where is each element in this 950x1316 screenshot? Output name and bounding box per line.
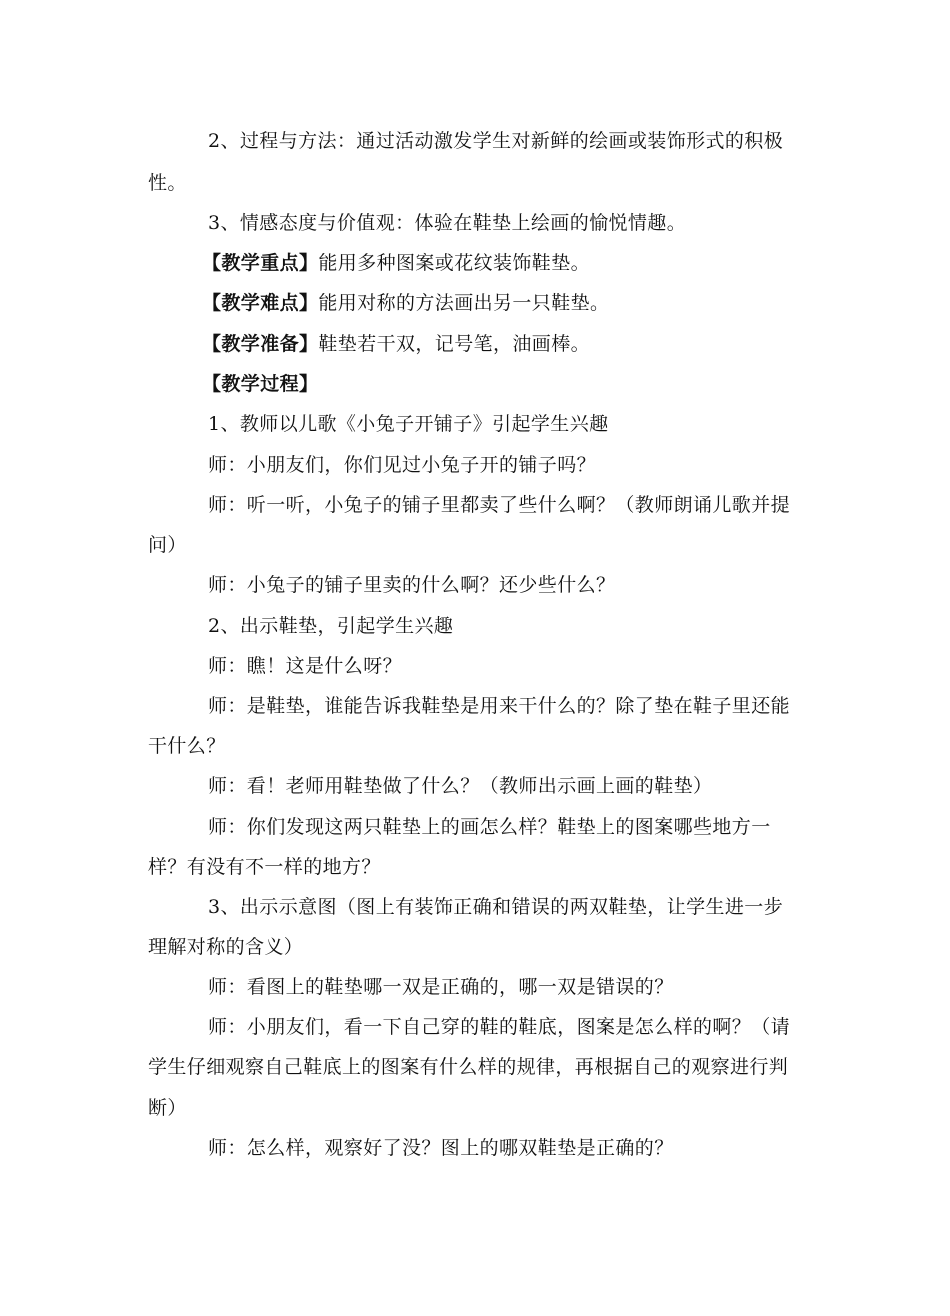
step-3-question-2: 师：小朋友们，看一下自己穿的鞋的鞋底，图案是怎么样的啊？（请: [208, 1016, 791, 1038]
paragraph-process-method: 2、过程与方法：通过活动激发学生对新鲜的绘画或装饰形式的积极: [208, 130, 784, 152]
step-1-question-3: 师：小兔子的铺子里卖的什么啊？还少些什么？: [208, 574, 616, 596]
step-3-question-1: 师：看图上的鞋垫哪一双是正确的，哪一双是错误的？: [208, 976, 674, 998]
step-2-question-4: 师：你们发现这两只鞋垫上的画怎么样？鞋垫上的图案哪些地方一: [208, 816, 771, 838]
teaching-focus: [202, 250, 590, 276]
step-2-question-1: 师：瞧！这是什么呀？: [208, 655, 403, 677]
teaching-preparation: [202, 331, 590, 357]
step-3-question-3: 师：怎么样，观察好了没？图上的哪双鞋垫是正确的？: [208, 1137, 674, 1159]
step-2-question-2: 师：是鞋垫，谁能告诉我鞋垫是用来干什么的？除了垫在鞋子里还能: [208, 695, 791, 717]
step-3-question-2-cont-2: 断）: [148, 1097, 187, 1119]
step-3-heading-cont: 理解对称的含义）: [148, 936, 304, 958]
step-1-question-1: 师：小朋友们，你们见过小兔子开的铺子吗？: [208, 454, 597, 476]
step-3-question-2-cont: 学生仔细观察自己鞋底上的图案有什么样的规律，再根据自己的观察进行判: [148, 1056, 789, 1078]
step-1-question-2: 师：听一听，小兔子的铺子里都卖了些什么啊？（教师朗诵儿歌并提: [208, 494, 791, 516]
step-3-heading: 3、出示示意图（图上有装饰正确和错误的两双鞋垫，让学生进一步: [208, 896, 784, 918]
teaching-preparation-label: 【教学准备】: [202, 333, 319, 355]
teaching-preparation-text: 鞋垫若干双，记号笔，油画棒。: [318, 333, 591, 355]
paragraph-emotion-values: 3、情感态度与价值观：体验在鞋垫上绘画的愉悦情趣。: [208, 212, 687, 234]
step-2-question-4-cont: 样？有没有不一样的地方？: [148, 856, 381, 878]
step-1-question-2-cont: 问）: [148, 534, 187, 556]
step-2-question-2-cont: 干什么？: [148, 735, 226, 757]
step-1-heading: 1、教师以儿歌《小兔子开铺子》引起学生兴趣: [208, 413, 609, 435]
step-2-question-3: 师：看！老师用鞋垫做了什么？（教师出示画上画的鞋垫）: [208, 775, 713, 797]
step-2-heading: 2、出示鞋垫，引起学生兴趣: [208, 615, 454, 637]
teaching-difficulty-label: 【教学难点】: [202, 292, 319, 314]
teaching-process-heading: 【教学过程】: [202, 373, 319, 395]
teaching-difficulty: [202, 290, 609, 316]
teaching-focus-text: 能用多种图案或花纹装饰鞋垫。: [318, 252, 591, 274]
teaching-focus-label: 【教学重点】: [202, 252, 319, 274]
paragraph-process-method-cont: 性。: [148, 172, 187, 194]
teaching-difficulty-text: 能用对称的方法画出另一只鞋垫。: [318, 292, 610, 314]
